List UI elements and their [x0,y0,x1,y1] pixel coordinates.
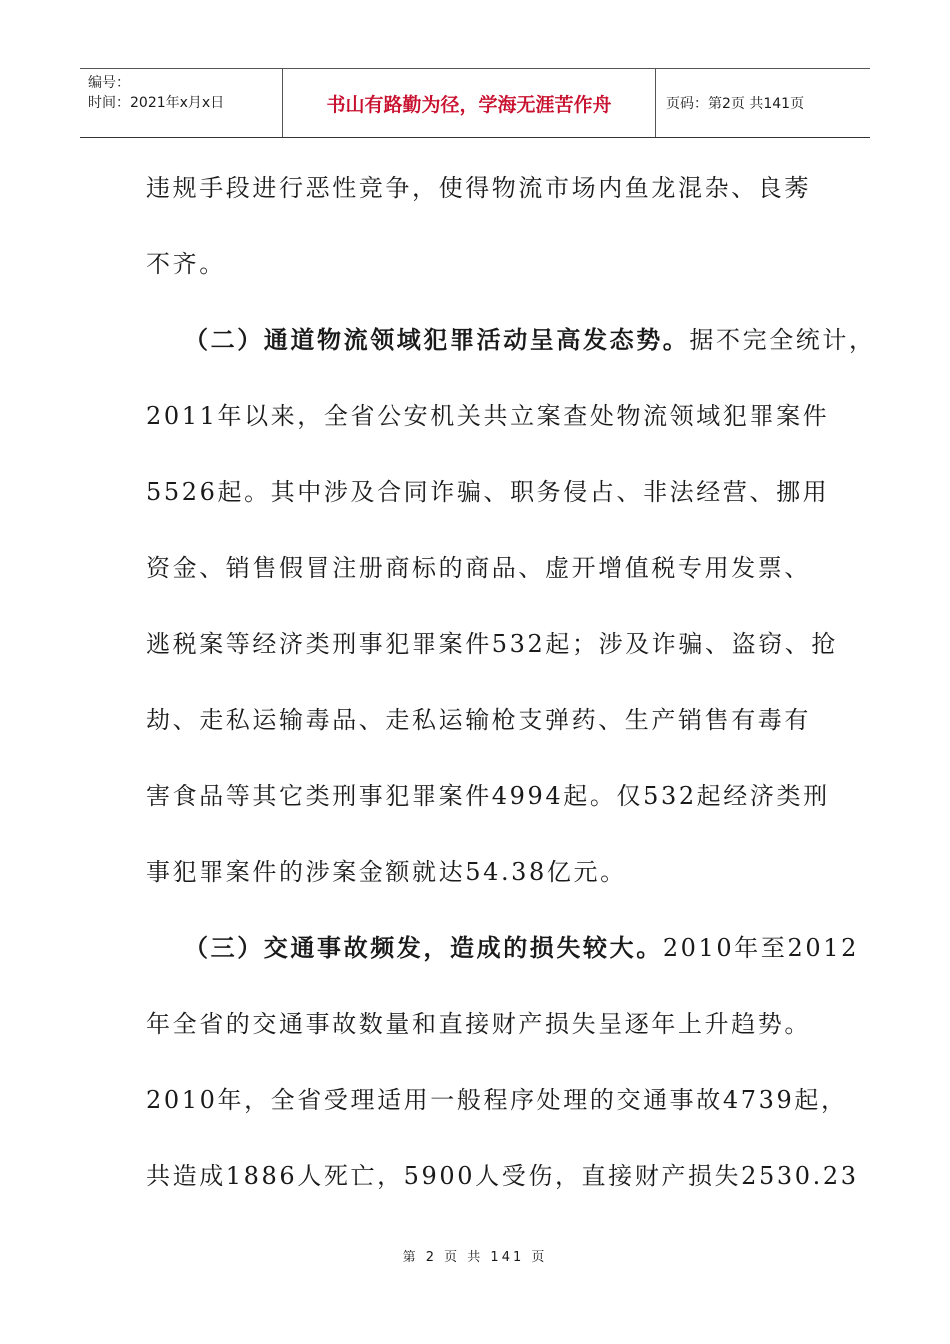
text-line: 共造成1886人死亡，5900人受伤，直接财产损失2530.23 [146,1162,859,1190]
section-heading-line: （三）交通事故频发，造成的损失较大。2010年至2012 [184,933,859,962]
text-line: 事犯罪案件的涉案金额就达54.38亿元。 [146,858,627,886]
text-line: 害食品等其它类刑事犯罪案件4994起。仅532起经济类刑 [146,782,830,810]
number-label: 编号： [88,75,130,91]
text-line: 不齐。 [146,250,226,278]
header-page-info: 页码：第2页 共141页 [666,96,805,112]
header-meta [80,69,282,137]
text-line: 劫、走私运输毒品、走私运输枪支弹药、生产销售有毒有 [146,706,811,734]
text-line: 年全省的交通事故数量和直接财产损失呈逐年上升趋势。 [146,1010,811,1038]
section-heading: （二）通道物流领域犯罪活动呈高发态势。 [184,325,690,354]
text-line: 2011年以来，全省公安机关共立案查处物流领域犯罪案件 [146,402,830,430]
text-line: 2010年，全省受理适用一般程序处理的交通事故4739起， [146,1086,848,1114]
text-line: 资金、销售假冒注册商标的商品、虚开增值税专用发票、 [146,554,811,582]
header-motto: 书山有路勤为径，学海无涯苦作舟 [282,69,656,137]
time-label: 时间：2021年x月x日 [88,95,225,111]
page-header [80,68,870,138]
text-line: 5526起。其中涉及合同诈骗、职务侵占、非法经营、挪用 [146,478,830,506]
section-heading-line: （二）通道物流领域犯罪活动呈高发态势。据不完全统计， [184,325,876,354]
text-line: 逃税案等经济类刑事犯罪案件532起；涉及诈骗、盗窃、抢 [146,630,839,658]
page-footer: 第 2 页 共 141 页 [402,1250,548,1265]
document-body [146,150,876,1214]
section-heading: （三）交通事故频发，造成的损失较大。 [184,933,663,962]
text-line: 违规手段进行恶性竞争，使得物流市场内鱼龙混杂、良莠 [146,174,811,202]
